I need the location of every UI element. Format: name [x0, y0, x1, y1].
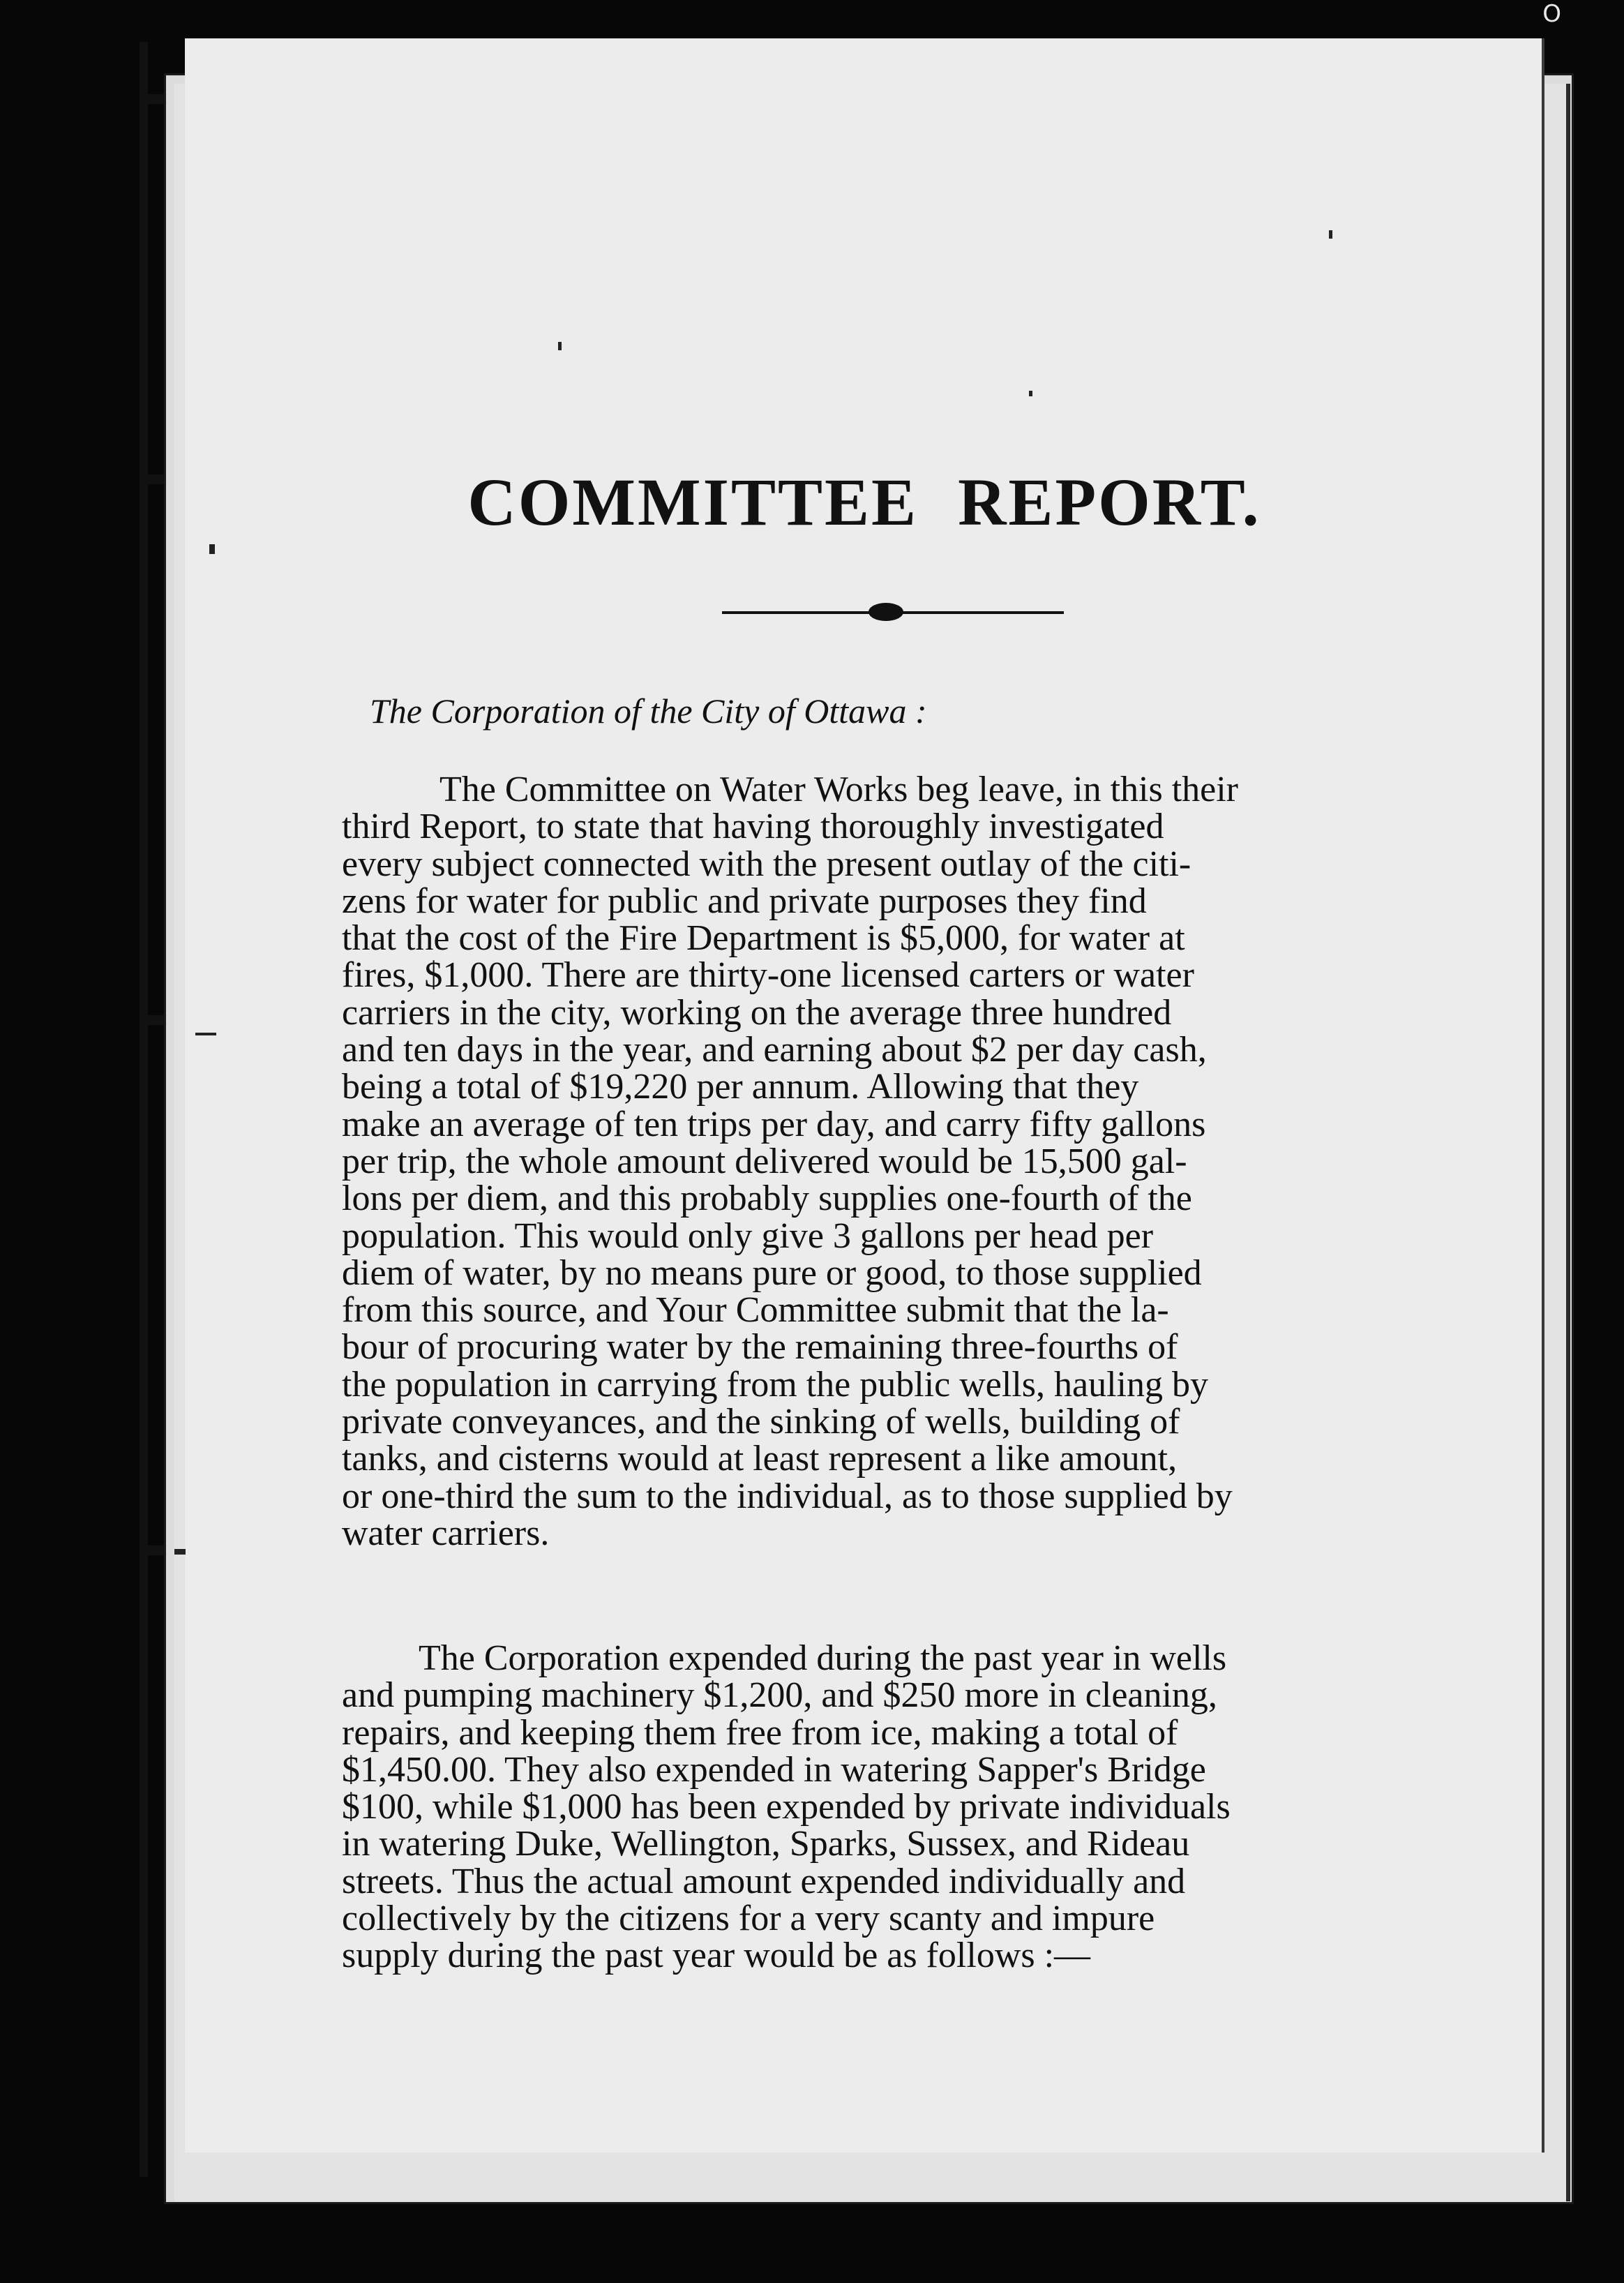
text-line: The Committee on Water Works beg leave, in this their [439, 770, 1238, 809]
paragraph-2 [342, 1640, 1406, 1975]
speck [174, 1549, 186, 1555]
page-title: COMMITTEE REPORT. [467, 465, 1261, 540]
text-line: and pumping machinery $1,200, and $250 more in cleaning, [342, 1675, 1217, 1716]
text-line: from this source, and Your Committee submit that the la- [342, 1290, 1169, 1331]
text-line: carriers in the city, working on the average three hundred [342, 992, 1172, 1033]
text-line: $1,450.00. They also expended in watering Sapper's Bridge [342, 1749, 1206, 1790]
text-line: the population in carrying from the public wells, hauling by [342, 1364, 1208, 1405]
text-line: per trip, the whole amount delivered would be 15,500 gal- [342, 1141, 1187, 1181]
text-line: tanks, and cisterns would at least represent a like amount, [342, 1439, 1178, 1479]
text-line: bour of procuring water by the remaining three-fourths of [342, 1327, 1178, 1368]
text-line: streets. Thus the actual amount expended individually and [342, 1861, 1186, 1901]
text-line: water carriers. [342, 1513, 550, 1553]
speck [195, 1033, 216, 1035]
speck [558, 342, 562, 350]
salutation: The Corporation of the City of Ottawa : [370, 691, 927, 731]
binding-stitch [143, 94, 164, 104]
text-line: or one-third the sum to the individual, as to those supplied by [342, 1476, 1233, 1516]
text-line: $100, while $1,000 has been expended by private individuals [342, 1787, 1231, 1827]
text-line: third Report, to state that having thoroughly investigated [342, 807, 1164, 847]
text-line: being a total of $19,220 per annum. Allowing that they [342, 1067, 1139, 1107]
text-line: and ten days in the year, and earning about $2 per day cash, [342, 1030, 1207, 1070]
text-line: collectively by the citizens for a very scanty and impure [342, 1899, 1155, 1939]
binding-stitch [143, 1545, 164, 1555]
text-line: lons per diem, and this probably supplies one-fourth of the [342, 1178, 1192, 1219]
text-line: supply during the past year would be as follows :— [342, 1936, 1091, 1976]
text-line: private conveyances, and the sinking of wells, building of [342, 1402, 1180, 1442]
binding-stitch [143, 1015, 164, 1025]
speck [1029, 391, 1032, 396]
text-line: that the cost of the Fire Department is $5,000, for water at [342, 918, 1185, 959]
text-line: in watering Duke, Wellington, Sparks, Sussex, and Rideau [342, 1824, 1190, 1864]
text-line: fires, $1,000. There are thirty-one licensed carters or water [342, 955, 1194, 996]
text-line: diem of water, by no means pure or good, to those supplied [342, 1252, 1202, 1293]
paragraph-1 [342, 771, 1406, 1552]
text-line: repairs, and keeping them free from ice, making a total of [342, 1712, 1178, 1753]
speck [1329, 230, 1332, 239]
title-rule-ornament [869, 603, 903, 621]
binding-edge [140, 42, 148, 2177]
corner-mark: O [1542, 0, 1561, 28]
text-line: zens for water for public and private purposes they find [342, 881, 1147, 921]
text-line: The Corporation expended during the past year in wells [419, 1638, 1227, 1678]
text-line: every subject connected with the present outlay of the citi- [342, 844, 1191, 884]
text-line: population. This would only give 3 gallons per head per [342, 1215, 1154, 1256]
text-line: make an average of ten trips per day, and carry fifty gallons [342, 1104, 1206, 1144]
speck [209, 544, 215, 554]
